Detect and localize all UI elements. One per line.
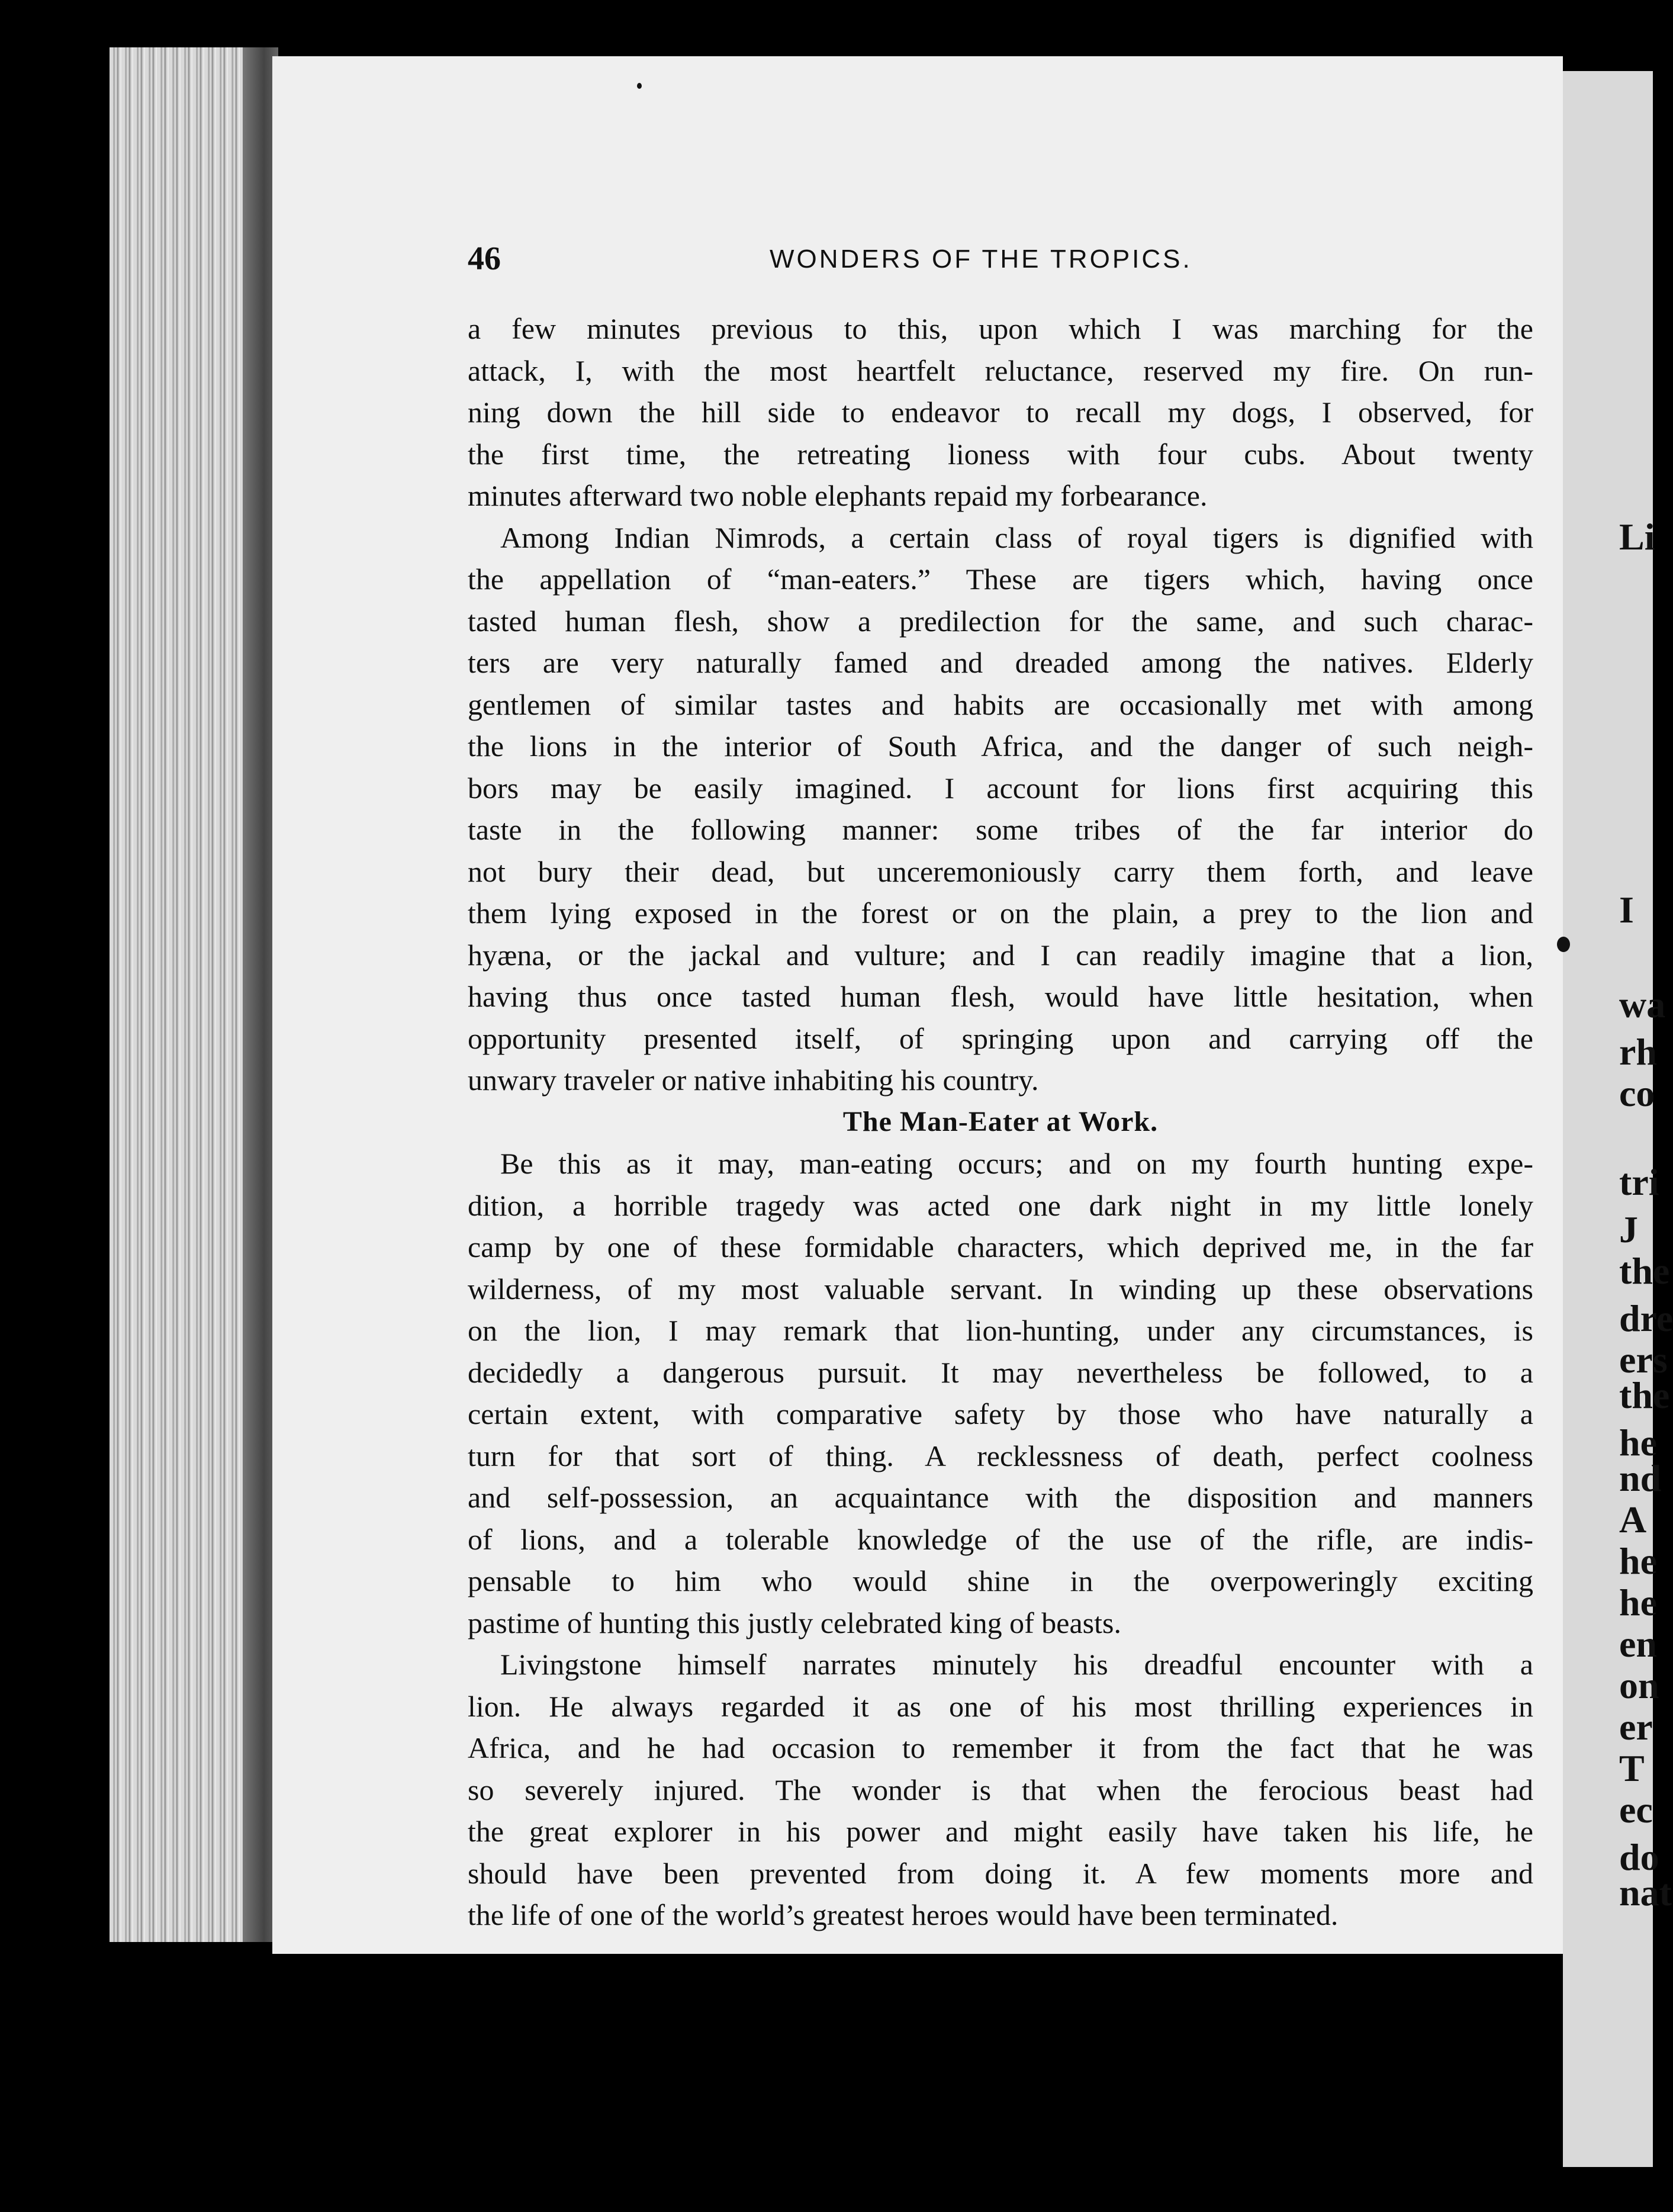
text-line: ning down the hill side to endeavor to recall my dogs, I observed, for	[468, 396, 1533, 429]
text-line: of lions, and a tolerable knowledge of the use of the rifle, are indis-	[468, 1522, 1533, 1556]
page-number: 46	[468, 240, 501, 277]
dust-speck	[637, 83, 642, 89]
facing-page-fragment: Li	[1619, 516, 1655, 558]
section-heading: The Man-Eater at Work.	[842, 1105, 1159, 1137]
facing-page-fragment: dre	[1619, 1297, 1673, 1339]
facing-page-fragment: the	[1619, 1250, 1670, 1292]
facing-page-fragment: on	[1619, 1664, 1659, 1706]
text-line: tasted human flesh, show a predilection for the same, and such charac-	[468, 604, 1533, 638]
facing-page-fragment: do	[1619, 1836, 1659, 1878]
facing-page-fragment: the	[1619, 1374, 1670, 1416]
text-line: attack, I, with the most heartfelt reluctance, reserved my fire. On run-	[468, 353, 1533, 387]
text-line: unwary traveler or native inhabiting his country.	[468, 1063, 1039, 1097]
text-line: hyæna, or the jackal and vulture; and I can readily imagine that a lion,	[468, 938, 1533, 972]
text-line: the first time, the retreating lioness with four cubs. About twenty	[468, 437, 1533, 471]
facing-page-fragment: nat	[1619, 1872, 1672, 1914]
facing-page-fragment: co	[1619, 1072, 1655, 1114]
text-line: Livingstone himself narrates minutely his dreadful encounter with a	[500, 1648, 1533, 1681]
text-line: minutes afterward two noble elephants repaid my forbearance.	[468, 479, 1208, 512]
page-header	[468, 240, 1533, 287]
facing-page-fragment: ers	[1619, 1339, 1668, 1381]
text-line: lion. He always regarded it as one of his most thrilling experiences in	[468, 1689, 1533, 1723]
body-text	[468, 308, 1533, 1936]
text-line: pensable to him who would shine in the overpoweringly exciting	[468, 1564, 1533, 1597]
facing-page-fragment: he	[1619, 1422, 1657, 1464]
text-line: bors may be easily imagined. I account for lions first acquiring this	[468, 771, 1533, 805]
text-line: certain extent, with comparative safety by those who have naturally a	[468, 1397, 1533, 1430]
text-line: decidedly a dangerous pursuit. It may nevertheless be followed, to a	[468, 1355, 1533, 1389]
text-line: having thus once tasted human flesh, would have little hesitation, when	[468, 980, 1533, 1013]
text-line: them lying exposed in the forest or on the plain, a prey to the lion and	[468, 896, 1533, 930]
text-line: a few minutes previous to this, upon which I was marching for the	[468, 312, 1533, 345]
text-line: not bury their dead, but unceremoniously carry them forth, and leave	[468, 854, 1533, 888]
facing-page-fragment: I	[1619, 889, 1634, 931]
dust-speck	[1557, 937, 1570, 952]
facing-page-fragment: rh	[1619, 1031, 1657, 1073]
facing-page-fragment: er	[1619, 1706, 1653, 1748]
text-line: dition, a horrible tragedy was acted one dark night in my little lonely	[468, 1188, 1533, 1222]
text-line: the life of one of the world’s greatest heroes would have been terminated.	[468, 1898, 1339, 1931]
text-line: the appellation of “man-eaters.” These are tigers which, having once	[468, 562, 1533, 596]
text-line: pastime of hunting this justly celebrated king of beasts.	[468, 1606, 1121, 1639]
text-line: and self-possession, an acquaintance with the disposition and manners	[468, 1481, 1533, 1514]
text-line: opportunity presented itself, of springing upon and carrying off the	[468, 1021, 1533, 1055]
text-line: the great explorer in his power and might easily have taken his life, he	[468, 1815, 1533, 1848]
facing-page-fragment: nd	[1619, 1457, 1662, 1499]
text-line: Among Indian Nimrods, a certain class of royal tigers is dignified with	[500, 520, 1533, 554]
facing-page-fragment: wa	[1619, 983, 1666, 1025]
facing-page-fragment: en	[1619, 1623, 1657, 1665]
text-line: wilderness, of my most valuable servant. In winding up these observations	[468, 1272, 1533, 1306]
text-line: so severely injured. The wonder is that when the ferocious beast had	[468, 1773, 1533, 1806]
facing-page-fragment: T	[1619, 1747, 1645, 1789]
text-line: the lions in the interior of South Africa, and the danger of such neigh-	[468, 729, 1533, 763]
text-line: turn for that sort of thing. A recklessness of death, perfect coolness	[468, 1439, 1533, 1472]
text-line: on the lion, I may remark that lion-hunting, under any circumstances, is	[468, 1314, 1533, 1347]
text-line: Africa, and he had occasion to remember it from the fact that he was	[468, 1731, 1533, 1764]
text-line: taste in the following manner: some tribes of the far interior do	[468, 813, 1533, 846]
facing-page-fragment: he	[1619, 1581, 1657, 1623]
text-line: camp by one of these formidable characters, which deprived me, in the far	[468, 1230, 1533, 1263]
text-line: Be this as it may, man-eating occurs; and on my fourth hunting expe-	[500, 1147, 1533, 1180]
facing-page-fragment: A	[1619, 1499, 1647, 1541]
running-title: WONDERS OF THE TROPICS.	[770, 245, 1192, 274]
text-line: should have been prevented from doing it. A few moments more and	[468, 1856, 1533, 1890]
facing-page-fragment: ec	[1619, 1789, 1653, 1831]
facing-page-fragment: J	[1619, 1208, 1638, 1250]
text-line: gentlemen of similar tastes and habits are occasionally met with among	[468, 687, 1533, 721]
book-page-edges	[110, 47, 278, 1942]
facing-page-edge	[1563, 71, 1673, 2167]
text-line: ters are very naturally famed and dreaded among the natives. Elderly	[468, 646, 1533, 679]
facing-page-fragment: he	[1619, 1540, 1657, 1582]
facing-page-fragment: tri	[1619, 1161, 1659, 1203]
